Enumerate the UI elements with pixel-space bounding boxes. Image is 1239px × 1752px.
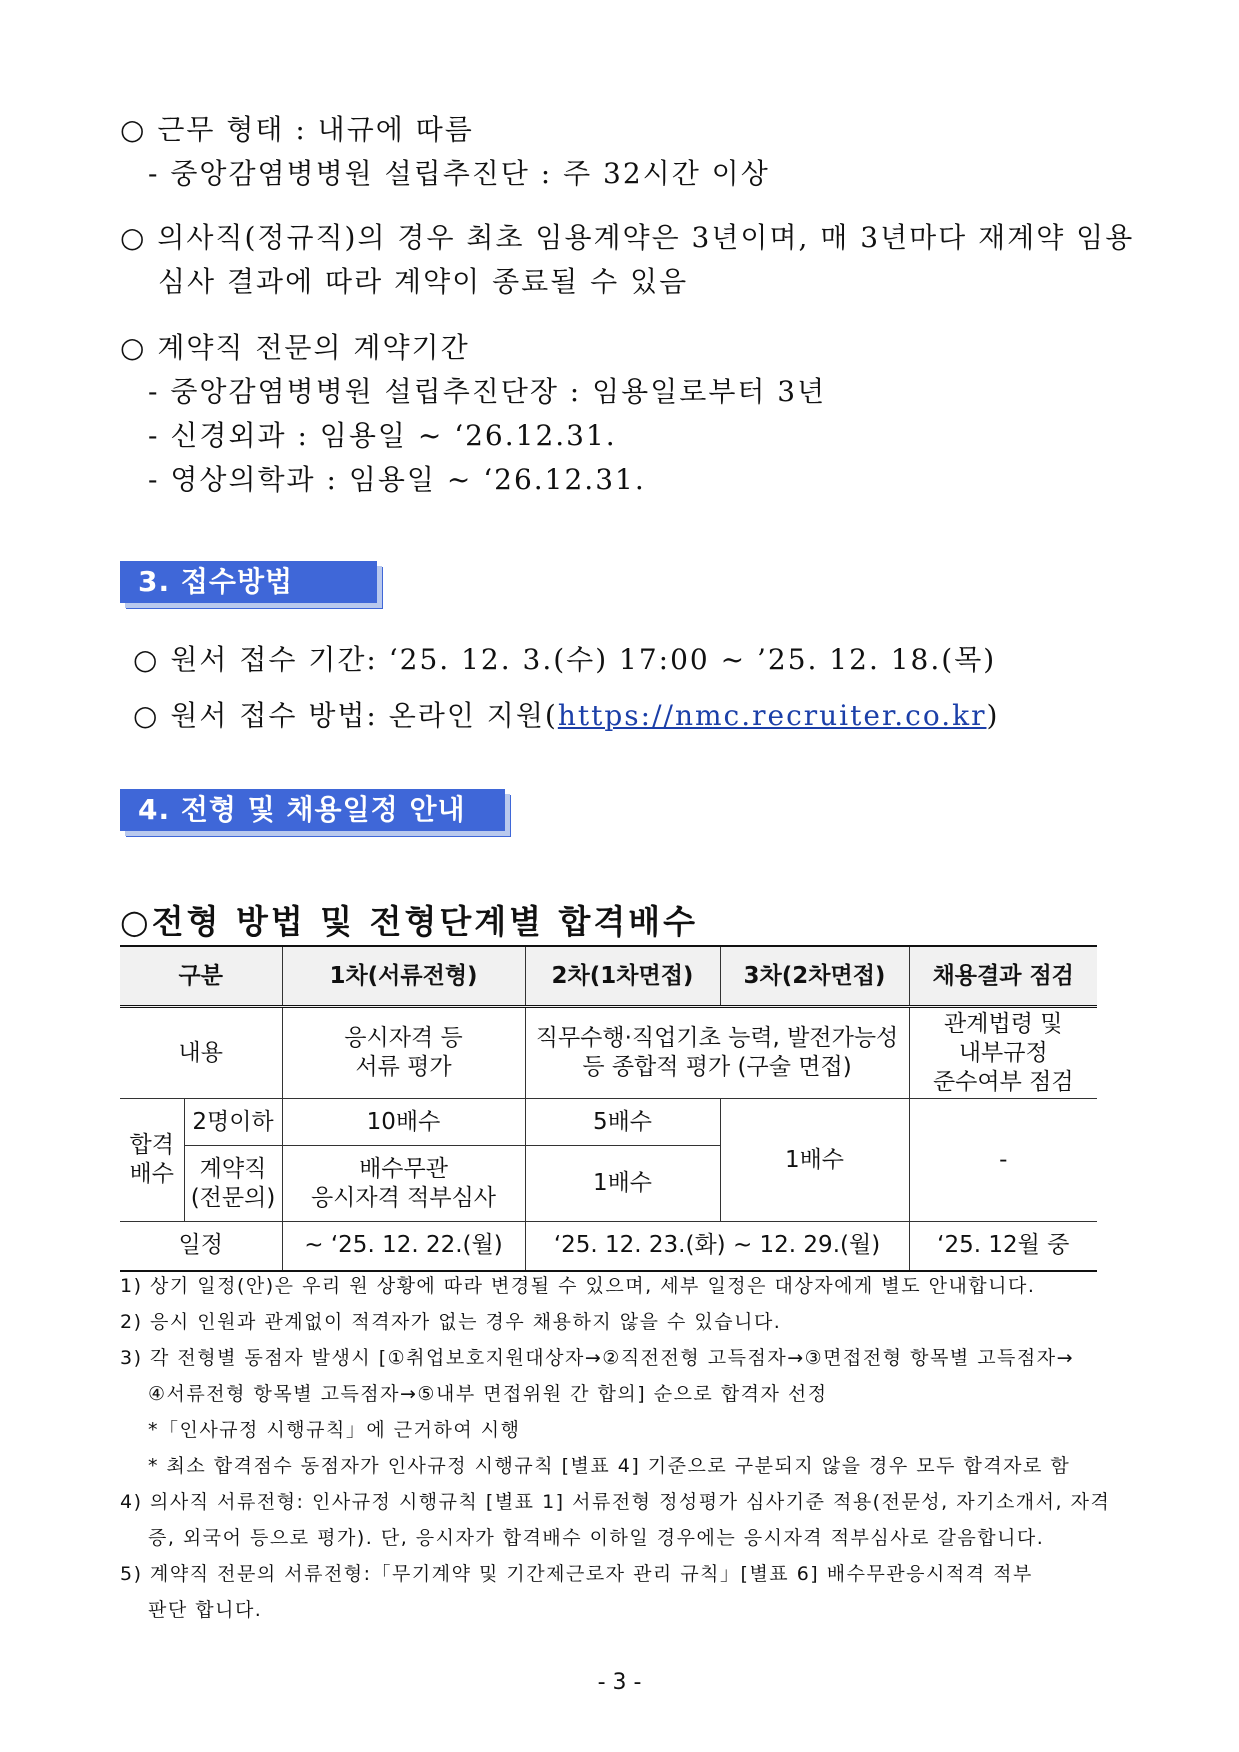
work-type-detail: - 중앙감염병병원 설립추진단 : 주 32시간 이상	[148, 157, 770, 190]
doctor-contract-text: ○ 의사직(정규직)의 경우 최초 임용계약은 3년이며, 매 3년마다 재계약 임용	[120, 221, 1135, 254]
schedule-result-check: ‘25. 12월 중	[909, 1222, 1097, 1271]
note-3-cont: ④서류전형 항목별 고득점자→⑤내부 면접위원 간 합의] 순으로 합격자 선정	[148, 1383, 828, 1405]
pass-label-line: 배수	[129, 1161, 174, 1187]
table-row-pass-2-or-less	[120, 1099, 1097, 1146]
table-row-content	[120, 1007, 1097, 1099]
content-check-line: 내부규정	[958, 1039, 1048, 1066]
content-stage-1-line: 서류 평가	[355, 1054, 452, 1080]
content-result-check	[909, 1007, 1097, 1099]
schedule-stage-2-3: ‘25. 12. 23.(화) ~ 12. 29.(월)	[525, 1222, 909, 1271]
pass-result-check: -	[909, 1099, 1097, 1222]
pass-label-line: 합격	[129, 1132, 174, 1158]
pass-contract-stage-1	[282, 1146, 525, 1222]
table-row-schedule	[120, 1222, 1097, 1271]
contract-period-item: - 중앙감염병병원 설립추진단장 : 임용일로부터 3년	[148, 375, 827, 408]
header-stage-2: 2차(1차면접)	[525, 946, 720, 1007]
schedule-stage-1: ~ ‘25. 12. 22.(월)	[282, 1222, 525, 1271]
doctor-contract-text-cont: 심사 결과에 따라 계약이 종료될 수 있음	[158, 265, 689, 298]
selection-schedule-table	[120, 945, 1097, 1272]
application-method-suffix: )	[986, 699, 1000, 732]
content-check-line: 관계법령 및	[944, 1010, 1063, 1037]
content-stage-1	[282, 1007, 525, 1099]
pass-2-stage-2: 5배수	[525, 1099, 720, 1146]
header-stage-3: 3차(2차면접)	[720, 946, 909, 1007]
contract-period-heading: ○ 계약직 전문의 계약기간	[120, 331, 470, 364]
schedule-label: 일정	[120, 1222, 282, 1271]
content-stage-2-3-line: 직무수행·직업기초 능력, 발전가능성	[535, 1025, 899, 1051]
header-result-check: 채용결과 점검	[909, 946, 1097, 1007]
content-stage-1-line: 응시자격 등	[344, 1025, 463, 1051]
table-header-row	[120, 946, 1097, 1007]
row-label-2-or-less: 2명이하	[184, 1099, 282, 1146]
application-link[interactable]: https://nmc.recruiter.co.kr	[557, 699, 987, 732]
pass-stage-3: 1배수	[720, 1099, 909, 1222]
note-5: 5) 계약직 전문의 서류전형:「무기계약 및 기간제근로자 관리 규칙」[별표 6] 배수무관응시적격 적부	[120, 1563, 1033, 1585]
table-title: ○전형 방법 및 전형단계별 합격배수	[120, 902, 699, 941]
note-2: 2) 응시 인원과 관계없이 적격자가 없는 경우 채용하지 않을 수 있습니다.	[120, 1311, 782, 1333]
pass-2-stage-1: 10배수	[282, 1099, 525, 1146]
note-4-cont: 증, 외국어 등으로 평가). 단, 응시자가 합격배수 이하일 경우에는 응시자격 적부심사로 갈음합니다.	[148, 1527, 1045, 1549]
header-category: 구분	[120, 946, 282, 1007]
pass-contract-stage-1-line: 응시자격 적부심사	[310, 1184, 497, 1211]
note-5-cont: 판단 합니다.	[148, 1599, 263, 1621]
content-label: 내용	[120, 1007, 282, 1099]
application-period: ○ 원서 접수 기간: ‘25. 12. 3.(수) 17:00 ~ ’25. 12. 18.(목)	[133, 643, 997, 676]
row-label-contract-line: 계약직	[199, 1155, 267, 1182]
pass-multiple-label	[120, 1099, 184, 1222]
section-3-title: 3. 접수방법	[120, 561, 377, 603]
note-3-sub-2: * 최소 합격점수 동점자가 인사규정 시행규칙 [별표 4] 기준으로 구분되지 않을 경우 모두 합격자로 함	[148, 1455, 1071, 1477]
page-number: - 3 -	[597, 1670, 642, 1695]
application-method	[133, 698, 999, 734]
contract-period-item: - 신경외과 : 임용일 ~ ‘26.12.31.	[148, 419, 617, 452]
pass-contract-stage-2: 1배수	[525, 1146, 720, 1222]
note-4: 4) 의사직 서류전형: 인사규정 시행규칙 [별표 1] 서류전형 정성평가 심사기준 적용(전문성, 자기소개서, 자격	[120, 1491, 1111, 1513]
row-label-contract	[184, 1146, 282, 1222]
header-stage-1: 1차(서류전형)	[282, 946, 525, 1007]
contract-period-item: - 영상의학과 : 임용일 ~ ‘26.12.31.	[148, 463, 646, 496]
content-stage-2-3	[525, 1007, 909, 1099]
pass-contract-stage-1-line: 배수무관	[359, 1155, 448, 1182]
content-stage-2-3-line: 등 종합적 평가 (구술 면접)	[582, 1054, 852, 1080]
content-check-line: 준수여부 점검	[932, 1068, 1074, 1095]
note-3: 3) 각 전형별 동점자 발생시 [①취업보호지원대상자→②직전전형 고득점자→③면접전형 항목별 고득점자→	[120, 1347, 1075, 1369]
note-1: 1) 상기 일정(안)은 우리 원 상황에 따라 변경될 수 있으며, 세부 일정은 대상자에게 별도 안내합니다.	[120, 1275, 1036, 1297]
work-type-heading: ○ 근무 형태 : 내규에 따름	[120, 113, 474, 146]
row-label-contract-line: (전문의)	[190, 1184, 276, 1211]
application-method-prefix: ○ 원서 접수 방법: 온라인 지원(	[133, 699, 558, 732]
note-3-sub-1: *「인사규정 시행규칙」에 근거하여 시행	[148, 1419, 521, 1441]
section-4-title: 4. 전형 및 채용일정 안내	[120, 789, 505, 831]
